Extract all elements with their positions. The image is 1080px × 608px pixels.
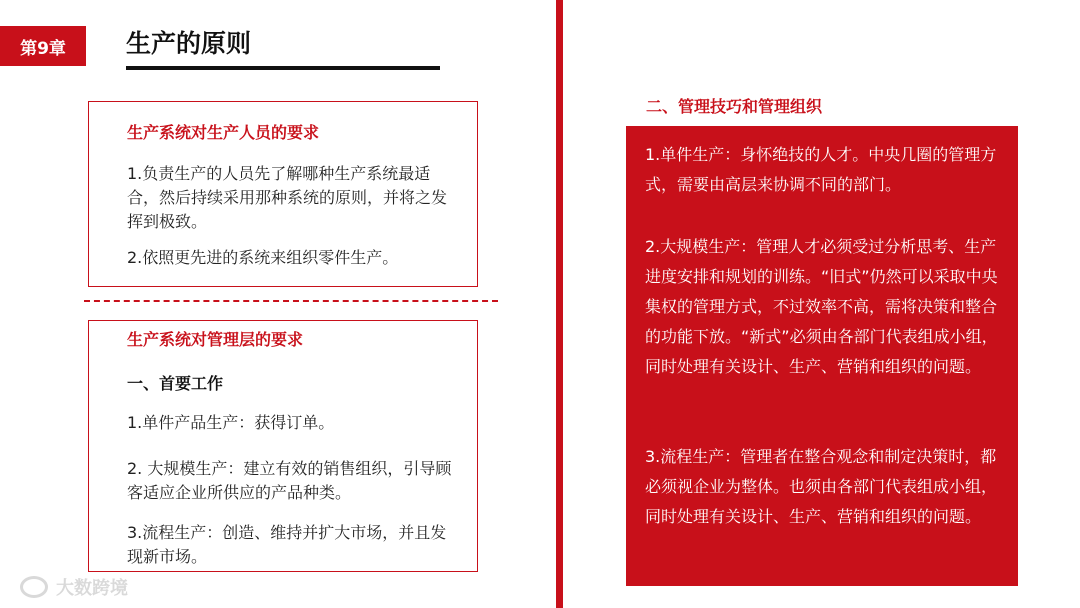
management-requirement-1: 1.单件产品生产：获得订单。 [127,413,335,432]
watermark-logo-icon [20,576,48,598]
primary-work-heading: 一、首要工作 [127,374,224,393]
skills-item-3: 3.流程生产：管理者在整合观念和制定决策时，都必须视企业为整体。也须由各部门代表组成小组，同时处理有关设计、生产、营销和组织的问题。 [645,447,998,526]
management-requirements-heading: 生产系统对管理层的要求 [127,330,304,349]
management-requirements-box [88,320,478,572]
title-underline [126,66,440,70]
staff-requirement-2: 2.依照更先进的系统来组织零件生产。 [127,248,399,267]
chapter-tag: 第9章 [0,26,86,66]
staff-requirements-heading: 生产系统对生产人员的要求 [127,123,320,142]
vertical-divider [556,0,563,608]
skills-item-1: 1.单件生产：身怀绝技的人才。中央几圈的管理方式，需要由高层来协调不同的部门。 [645,145,997,194]
management-requirement-2: 2. 大规模生产：建立有效的销售组织，引导顾客适应企业所供应的产品种类。 [127,459,452,502]
page-title: 生产的原则 [126,29,252,58]
skills-item-2: 2.大规模生产：管理人才必须受过分析思考、生产进度安排和规划的训练。“旧式”仍然可以采取中央集权的管理方式，不过效率不高，需将决策和整合的功能下放。“新式”必须由各部门代表组成小组，同时处理有关设计、生产、营销和组织的问题。 [645,237,998,376]
watermark-text: 大数跨境 [56,578,128,599]
dashed-separator [84,300,498,302]
management-skills-heading: 二、管理技巧和管理组织 [646,97,823,116]
staff-requirements-box [88,101,478,287]
staff-requirement-1: 1.负责生产的人员先了解哪种生产系统最适合，然后持续采用那种系统的原则，并将之发挥到极致。 [127,164,448,231]
watermark [20,574,128,600]
management-skills-panel [626,126,1018,586]
management-requirement-3: 3.流程生产：创造、维持并扩大市场，并且发现新市场。 [127,523,447,566]
